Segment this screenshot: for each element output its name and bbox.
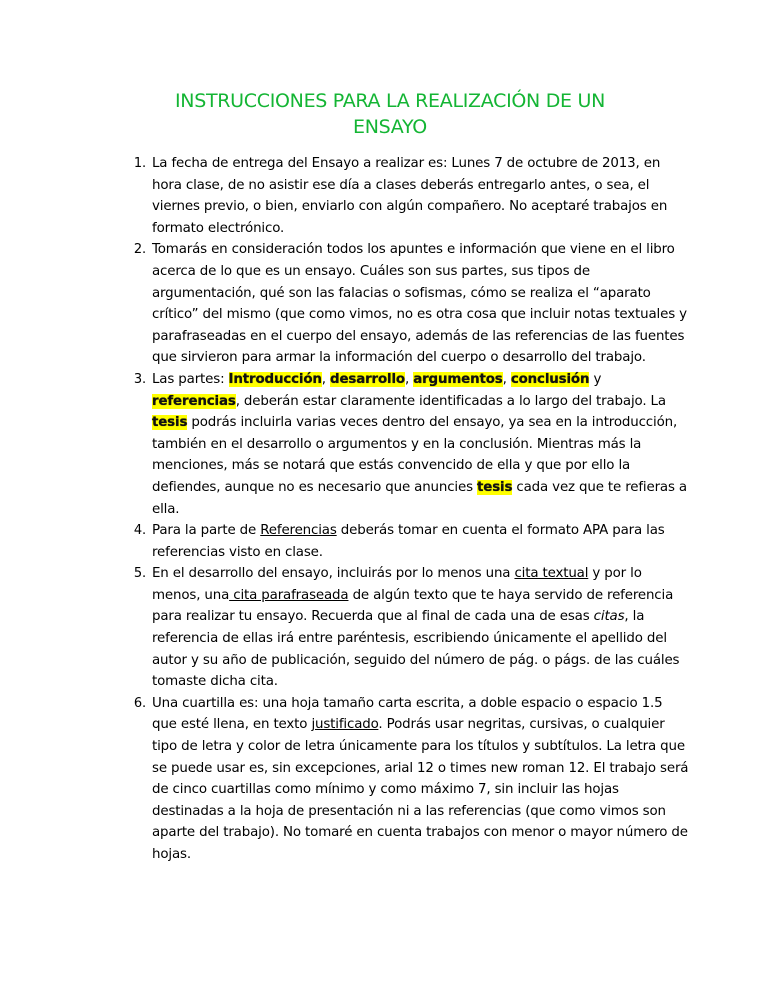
- list-item: [150, 369, 690, 520]
- list-item: [150, 239, 690, 369]
- underlined-cita-parafraseada: cita parafraseada: [229, 587, 349, 603]
- instructions-list: [124, 153, 690, 866]
- item-3-text: Las partes:: [152, 371, 229, 387]
- title-line-2: ENSAYO: [353, 116, 427, 138]
- keyword-argumentos: argumentos: [413, 371, 503, 387]
- keyword-introduccion: Introducción: [228, 371, 322, 387]
- list-item: [150, 520, 690, 563]
- item-5-text: de algún texto que te haya servido de referencia para realizar tu ensayo. Recuerda que al final de cada una de esas: [152, 587, 674, 625]
- underlined-cita-textual: cita textual: [514, 566, 589, 582]
- item-5-text: En el desarrollo del ensayo, incluirás por lo menos una: [152, 566, 515, 582]
- keyword-tesis: tesis: [152, 415, 188, 431]
- keyword-desarrollo: desarrollo: [330, 371, 405, 387]
- item-3-text: podrás incluirla varias veces dentro del ensayo, ya sea en la introducción, también en el desarrollo o argumentos y en la conclusión. Mientras más la menciones, más se notará que estás convencido de ella y que por ello la defiendes, aunque no es necesario que anuncies: [152, 415, 678, 495]
- item-2-text: Tomarás en consideración todos los apuntes e información que viene en el libro acerca de lo que es un ensayo. Cuáles son sus partes, sus tipos de argumentación, qué son las falacias o sofismas, cómo se realiza el “aparato crítico” del mismo (que como vimos, no es otra cosa que incluir notas textuales y parafraseadas en el cuerpo del ensayo, además de las referencias de las fuentes que sirvieron para armar la información del cuerpo o desarrollo del trabajo.: [152, 242, 687, 366]
- title-line-1: INSTRUCCIONES PARA LA REALIZACIÓN DE UN: [174, 90, 605, 112]
- list-item: [150, 693, 690, 866]
- item-6-text: Una cuartilla es: una hoja tamaño carta escrita, a doble espacio o espacio 1.5 que esté llena, en texto: [152, 695, 663, 733]
- page-title: [120, 88, 660, 140]
- item-3-text: cada vez que te refieras a ella.: [152, 479, 687, 517]
- list-item: [150, 153, 690, 239]
- underlined-referencias: Referencias: [260, 523, 337, 539]
- item-5-text: , la referencia de ellas irá entre paréntesis, escribiendo únicamente el apellido del autor y su año de publicación, seguido del número de pág. o págs. de las cuáles tomaste dicha cita.: [152, 609, 680, 690]
- item-3-text: , deberán estar claramente identificadas a lo largo del trabajo. La: [235, 393, 666, 409]
- item-4-text: deberás tomar en cuenta el formato APA para las referencias visto en clase.: [152, 523, 665, 560]
- separator: ,: [502, 371, 511, 387]
- separator: ,: [404, 371, 414, 387]
- item-4-text: Para la parte de: [152, 523, 261, 539]
- separator: ,: [321, 371, 331, 387]
- item-6-text: . Podrás usar negritas, cursivas, o cualquier tipo de letra y color de letra únicamente para los títulos y subtítulos. La letra que se puede usar es, sin excepciones, arial 12 o times new roman 12. El trabajo será de cinco cuartillas como mínimo y como máximo 7, sin incluir las hojas destinadas a la hoja de presentación ni a las referencias (que como vimos son aparte del trabajo). No tomaré en cuenta trabajos con menor o mayor número de hojas.: [152, 717, 689, 862]
- italic-citas: citas: [593, 609, 625, 625]
- separator: y: [589, 371, 602, 387]
- keyword-referencias: referencias: [152, 393, 236, 409]
- keyword-conclusion: conclusión: [510, 371, 590, 387]
- underlined-justificado: justificado: [311, 717, 379, 733]
- item-5-text: y por lo menos, una: [152, 566, 642, 603]
- list-item: [150, 563, 690, 693]
- keyword-tesis: tesis: [477, 479, 513, 495]
- item-1-text: La fecha de entrega del Ensayo a realizar es: Lunes 7 de octubre de 2013, en hora clase, de no asistir ese día a clases deberás entregarlo antes, o sea, el viernes previo, o bien, enviarlo con algún compañero. No aceptaré trabajos en formato electrónico.: [152, 156, 668, 236]
